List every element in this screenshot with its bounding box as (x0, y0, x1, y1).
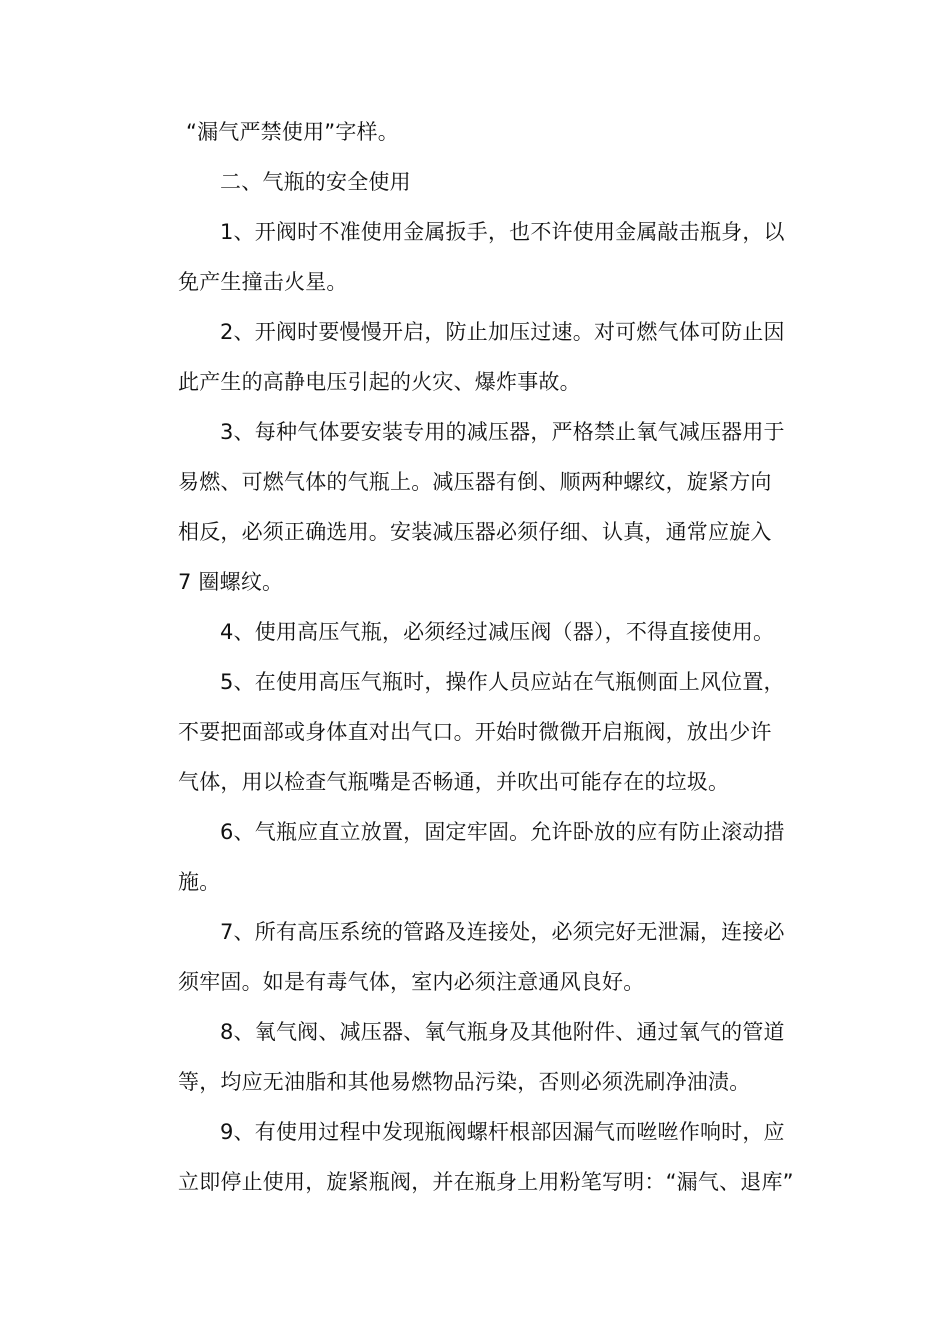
item-2-line-2: 此产生的高静电压引起的火灾、爆炸事故。 (178, 370, 581, 394)
item-9-line-2: 立即停止使用，旋紧瓶阀，并在瓶身上用粉笔写明：“漏气、退库” (178, 1170, 794, 1194)
item-8-line-2: 等，均应无油脂和其他易燃物品污染，否则必须洗刷净油渍。 (178, 1070, 751, 1094)
item-4-line-1: 4、使用高压气瓶，必须经过减压阀（器），不得直接使用。 (220, 620, 775, 644)
item-7-line-1: 7、所有高压系统的管路及连接处，必须完好无泄漏，连接必 (220, 920, 785, 944)
section-heading: 二、气瓶的安全使用 (220, 170, 411, 194)
text-line-continuation: “漏气严禁使用”字样。 (186, 120, 399, 144)
item-6-line-2: 施。 (178, 870, 221, 894)
item-5-line-3: 气体，用以检查气瓶嘴是否畅通，并吹出可能存在的垃圾。 (178, 770, 730, 794)
item-2-line-1: 2、开阀时要慢慢开启，防止加压过速。对可燃气体可防止因 (220, 320, 785, 344)
item-5-line-2: 不要把面部或身体直对出气口。开始时微微开启瓶阀，放出少许 (178, 720, 772, 744)
item-9-line-1: 9、有使用过程中发现瓶阀螺杆根部因漏气而咝咝作响时，应 (220, 1120, 785, 1144)
item-6-line-1: 6、气瓶应直立放置，固定牢固。允许卧放的应有防止滚动措 (220, 820, 785, 844)
item-7-line-2: 须牢固。如是有毒气体，室内必须注意通风良好。 (178, 970, 645, 994)
item-3-line-4: 7 圈螺纹。 (178, 570, 284, 594)
item-8-line-1: 8、氧气阀、减压器、氧气瓶身及其他附件、通过氧气的管道 (220, 1020, 785, 1044)
item-1-line-2: 免产生撞击火星。 (178, 270, 348, 294)
item-3-line-2: 易燃、可燃气体的气瓶上。减压器有倒、顺两种螺纹，旋紧方向 (178, 470, 772, 494)
item-3-line-3: 相反，必须正确选用。安装减压器必须仔细、认真，通常应旋入 (178, 520, 772, 544)
item-3-line-1: 3、每种气体要安装专用的减压器，严格禁止氧气减压器用于 (220, 420, 785, 444)
item-1-line-1: 1、开阀时不准使用金属扳手，也不许使用金属敲击瓶身，以 (220, 220, 785, 244)
item-5-line-1: 5、在使用高压气瓶时，操作人员应站在气瓶侧面上风位置， (220, 670, 785, 694)
